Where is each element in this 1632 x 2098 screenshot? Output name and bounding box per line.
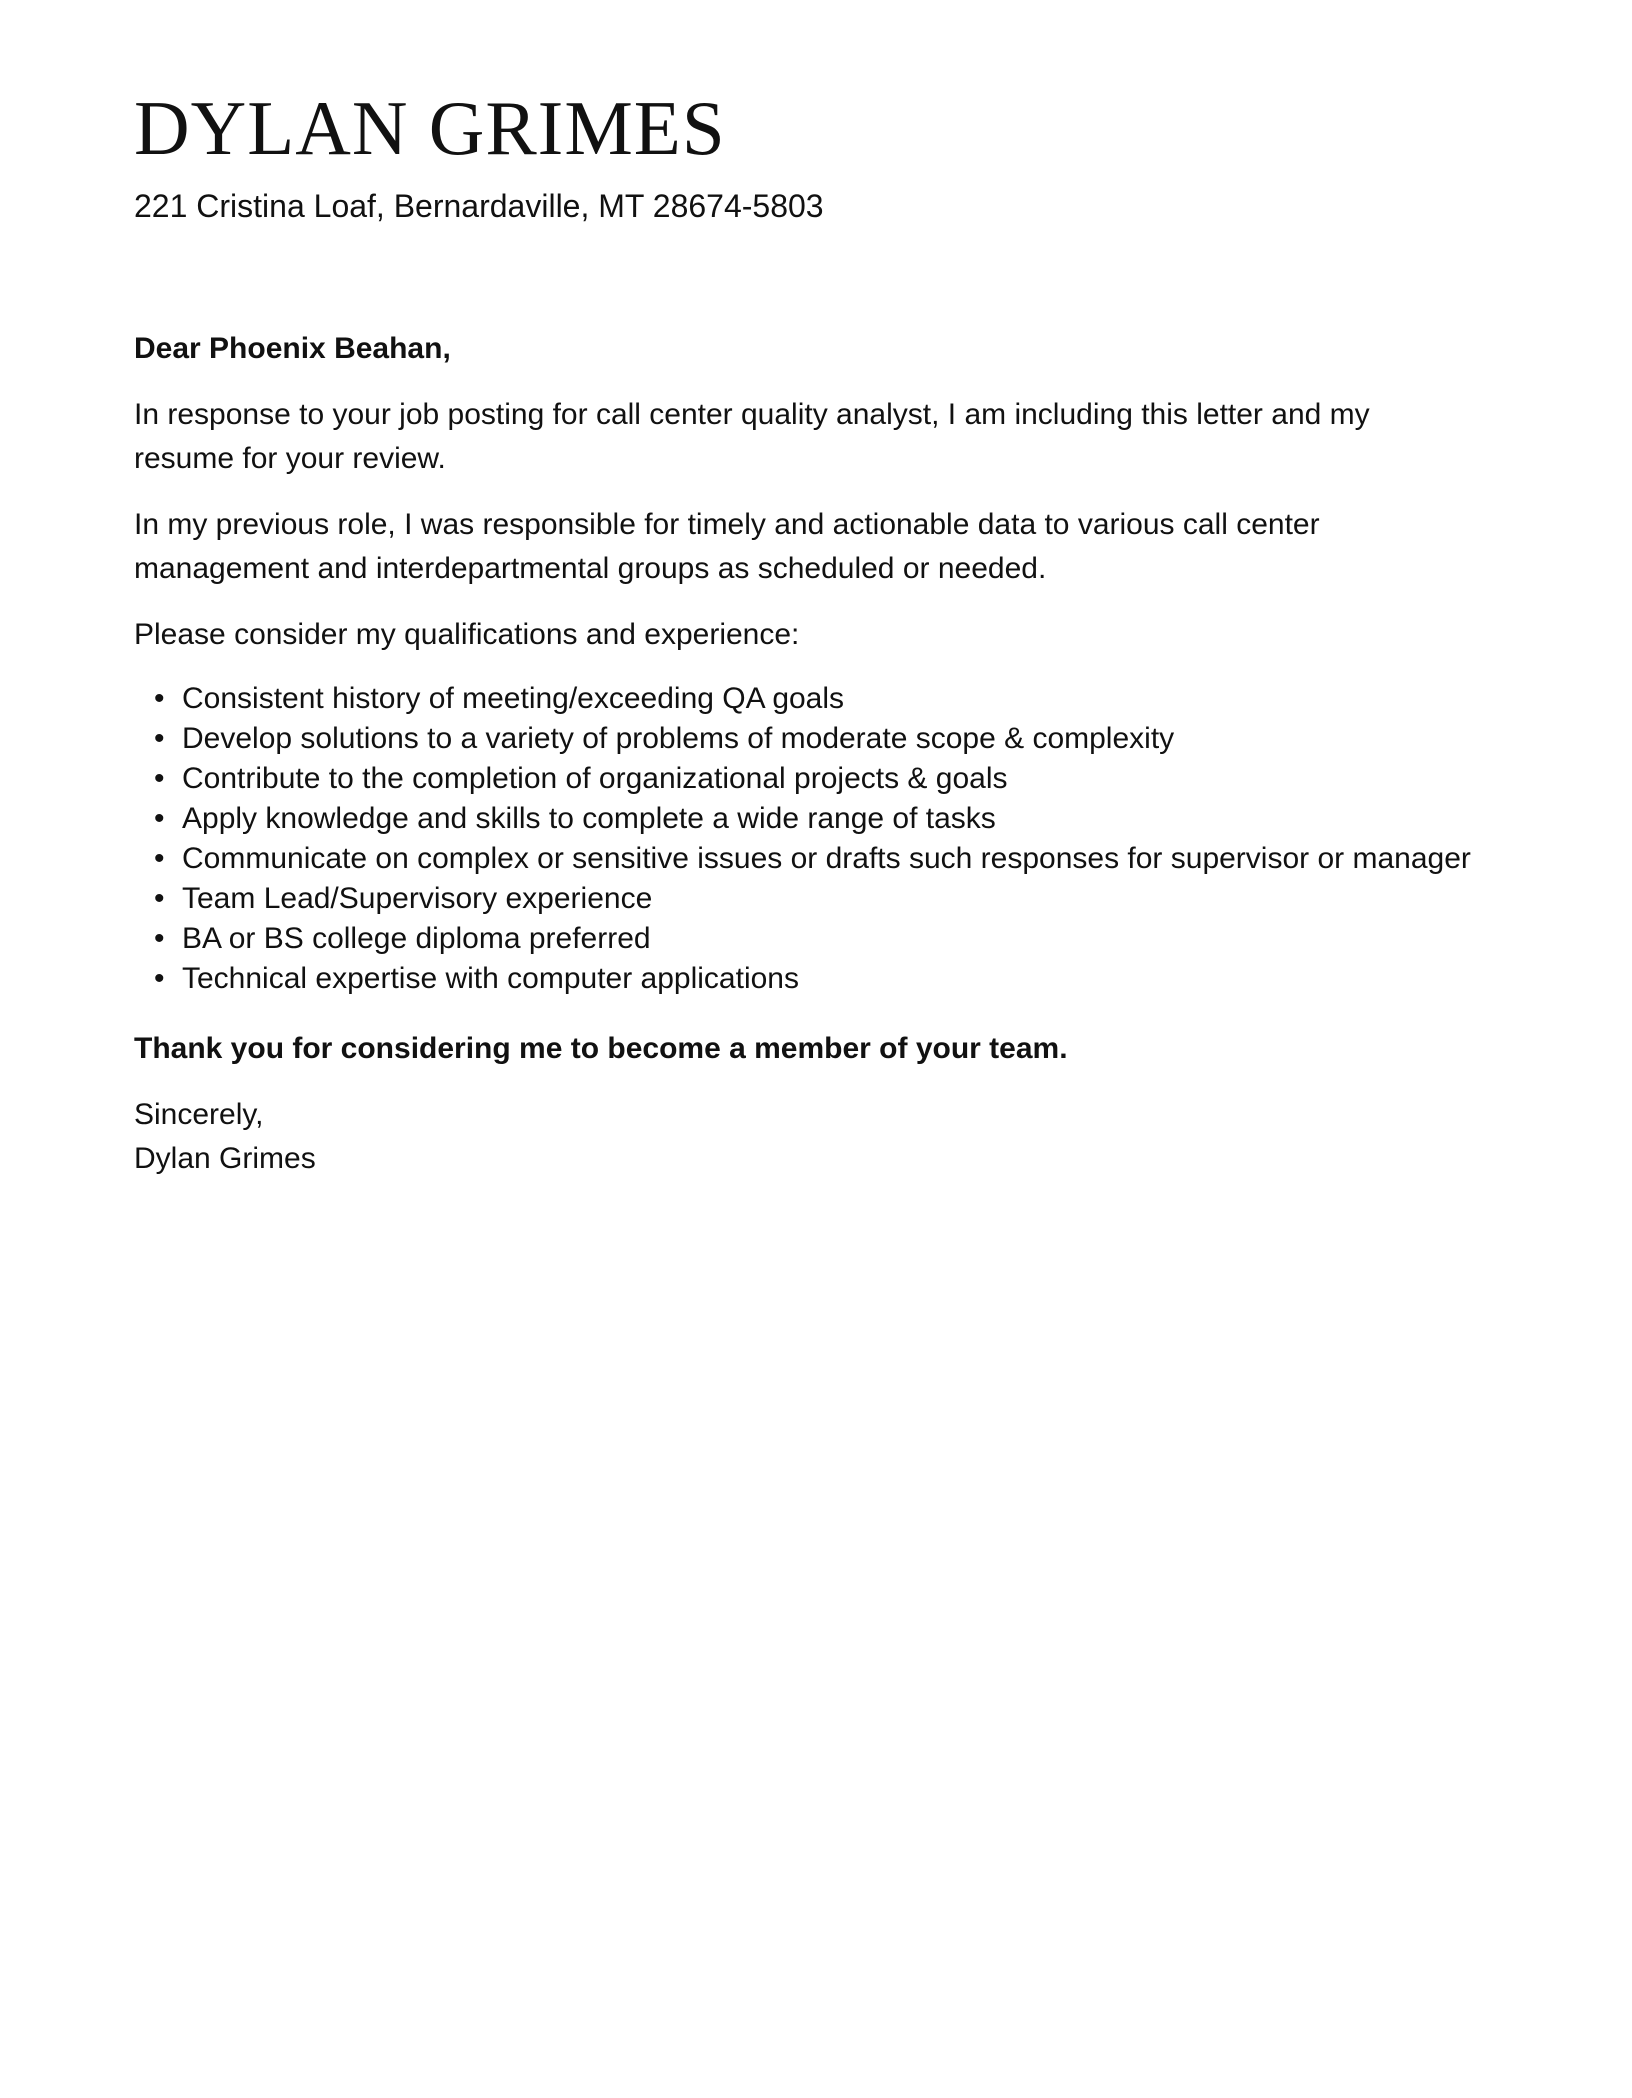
list-item [134,679,1474,719]
qualifications-list [134,679,1474,999]
list-item [134,719,1474,759]
bullet-icon: • [154,842,165,875]
qualifications-intro: Please consider my qualifications and experience: [134,618,800,651]
closing-line: Thank you for considering me to become a member of your team. [134,1032,1068,1065]
salutation: Dear Phoenix Beahan, [134,332,451,365]
list-item-text: Team Lead/Supervisory experience [182,882,653,915]
bullet-icon: • [154,722,165,755]
signature-name: Dylan Grimes [134,1142,316,1175]
list-item [134,919,1474,959]
list-item [134,759,1474,799]
bullet-icon: • [154,762,165,795]
intro-paragraph: In response to your job posting for call center quality analyst, I am including this letter and my resume for your review. [134,398,1370,475]
applicant-name: DYLAN GRIMES [134,85,726,171]
bullet-icon: • [154,962,165,995]
cover-letter-page [134,0,1474,1175]
list-item-text: Contribute to the completion of organizational projects & goals [182,762,1008,795]
list-item [134,799,1474,839]
list-item-text: Communicate on complex or sensitive issues or drafts such responses for supervisor or manager [182,842,1471,875]
list-item-text: Apply knowledge and skills to complete a wide range of tasks [182,802,996,835]
list-item-text: Consistent history of meeting/exceeding QA goals [182,682,845,715]
bullet-icon: • [154,682,165,715]
list-item-text: Technical expertise with computer applications [182,962,799,995]
bullet-icon: • [154,802,165,835]
list-item [134,879,1474,919]
bullet-icon: • [154,922,165,955]
letter-body [134,327,1474,1181]
signoff: Sincerely, [134,1098,264,1131]
experience-paragraph: In my previous role, I was responsible for timely and actionable data to various call center management and interdepartmental groups as scheduled or needed. [134,508,1320,585]
bullet-icon: • [154,882,165,915]
applicant-address: 221 Cristina Loaf, Bernardaville, MT 28674-5803 [134,188,824,224]
list-item [134,839,1474,879]
list-item [134,959,1474,999]
list-item-text: BA or BS college diploma preferred [182,922,651,955]
list-item-text: Develop solutions to a variety of problems of moderate scope & complexity [182,722,1175,755]
